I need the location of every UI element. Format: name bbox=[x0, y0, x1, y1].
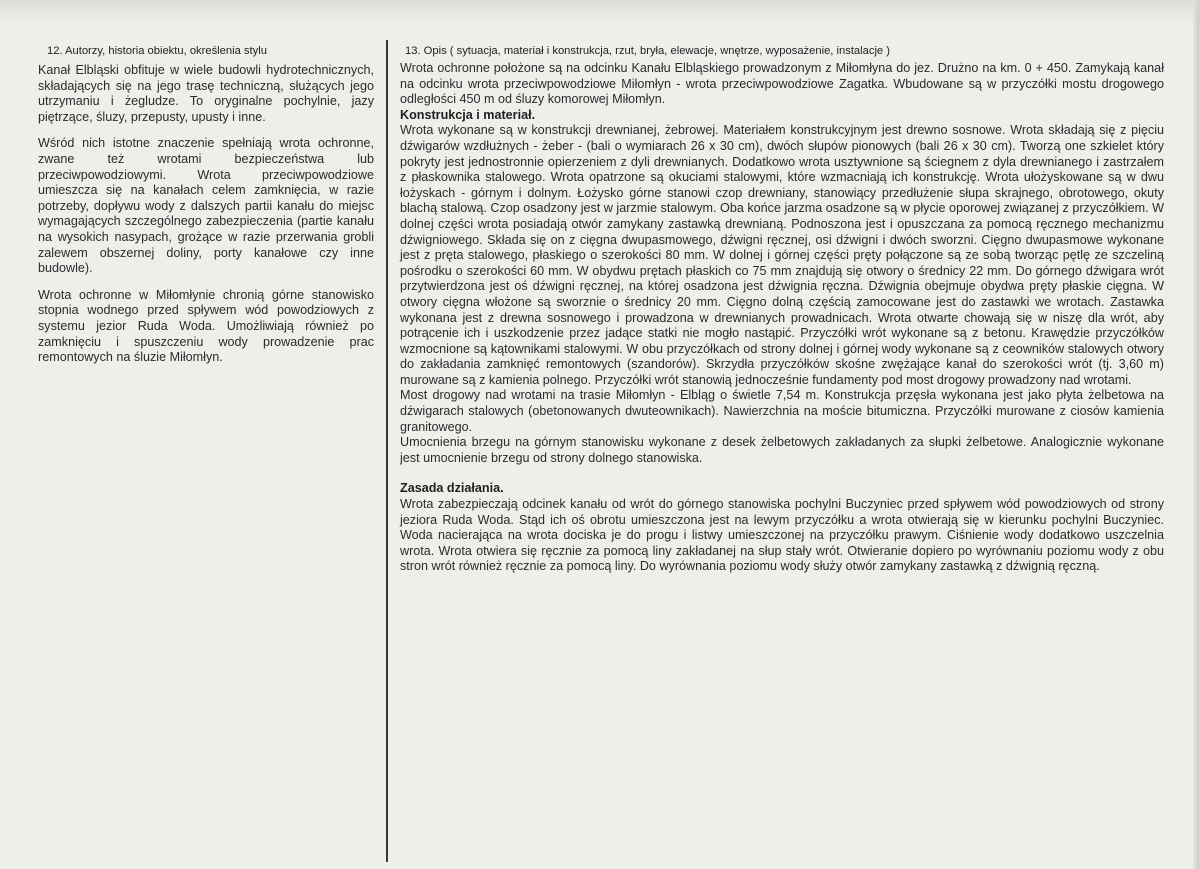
page-right-edge bbox=[1193, 0, 1199, 869]
left-paragraph: Kanał Elbląski obfituje w wiele budowli hydrotechnicznych, składających się na jego trasę techniczną, służących jego utrzymaniu i żegludze. To oryginalne pochylnie, jazy piętrzące, śluzy, przepusty, upusty i inne. bbox=[38, 63, 374, 124]
page-top-shadow bbox=[0, 0, 1199, 22]
left-paragraph: Wśród nich istotne znaczenie spełniają wrota ochronne, zwane też wrotami bezpieczeństwa lub przeciwpowodziowymi. Wrota przeciwpowodziowe umieszcza się na kanałach celem zamknięcia, w razie potrzeby, dopływu wody z dalszych partii kanału do miejsc wymagających szczególnego zabezpieczenia (partie kanału na wysokich nasypach, grożące w razie przerwania grobli zalewem obszernej doliny, porty kanałowe czy inne budowle). bbox=[38, 136, 374, 276]
right-column bbox=[400, 44, 1164, 575]
construction-heading: Konstrukcja i materiał. bbox=[400, 107, 536, 122]
operation-heading: Zasada działania. bbox=[400, 481, 504, 496]
section-13-heading: 13. Opis ( sytuacja, materiał i konstrukcja, rzut, bryła, elewacje, wnętrze, wyposażenie, instalacje ) bbox=[405, 45, 890, 57]
left-column bbox=[38, 44, 374, 377]
intro-paragraph: Wrota ochronne położone są na odcinku Kanału Elbląskiego prowadzonym z Miłomłyna do jez. Drużno na km. 0 + 450. Zamykają kanał na odcinku wrota przeciwpowodziowe Miłomłyn - wrota przeciwpowodziowe Zagatka. Wbudowane są w przyczółki mostu drogowego odległości 450 m od śluzy komorowej Miłomłyn. bbox=[400, 61, 1164, 107]
column-divider bbox=[386, 40, 388, 862]
construction-paragraph: Wrota wykonane są w konstrukcji drewnianej, żebrowej. Materiałem konstrukcyjnym jest drewno sosnowe. Wrota składają się z pięciu dźwigarów wzdłużnych - żeber - (bali o wymiarach 26 x 30 cm), dwóch słupów pionowych (bali 26 x 30 cm). Tworzą one szkielet który pokryty jest jednostronnie opierzeniem z dyli drewnianych. Dodatkowo wrota usztywnione są ściegnem z dyla drewnianego i zastrzałem z płaskownika stalowego. Wrota opatrzone są okuciami stalowymi, które wzmacniają ich konstrukcję. Wrota ułożyskowane są w dwu łożyskach - górnym i dolnym. Łożysko górne stanowi czop drewniany, stanowiący przedłużenie słupa skrajnego, obrotowego, okuty blachą stalową. Czop osadzony jest w jarzmie stalowym. Oba końce jarzma osadzone są w płycie oporowej związanej z przyczółkiem. W dolnej części wrota posiadają otwór zamykany zastawką drewnianą. Podnoszona jest i opuszczana za pomocą ręcznego mechanizmu dźwigniowego. Składa się on z cięgna dwupasmowego, dźwigni ręcznej, osi dźwigni i dwóch sworzni. Cięgno dwupasmowe wykonane jest z pręta stalowego, płaskiego o szerokości 80 mm. W dolnej i górnej części pręty połączone są ze sobą tworząc pętlę ze szczeliną pośrodku o szerokości 60 mm. W obydwu prętach płaskich co 75 mm znajdują się otwory o średnicy 22 mm. Do górnego dźwigara wrót przytwierdzona jest oś dźwigni ręcznej, na której osadzona jest dźwignia ręczna. Dźwignia obejmuje obydwa pręty płaskie cięgna. W otwory cięgna włożone są sworznie o średnicy 20 mm. Cięgno dolną częścią zamocowane jest do zastawki we wrotach. Zastawka wykonana jest z drewna sosnowego i prowadzona w drewnianych prowadnicach. Wrota otwarte chowają się w niszę dla wrót, aby potrącenie ich i uszkodzenie przez jadące statki nie mogło nastąpić. Przyczółki wrót wykonane są z betonu. Krawędzie przyczółków wzmocnione są kątownikami stalowymi. W obu przyczółkach od strony dolnej i górnej wody wykonane są z ceowników stalowych otwory do zakładania zamknięć remontowych (szandorów). Skrzydła przyczółków skośne zwężające kanał do szerokości wrót (tj. 3,60 m) murowane są z kamienia polnego. Przyczółki wrót stanowią jednocześnie fundamenty pod most drogowy prowadzony nad wrotami. bbox=[400, 123, 1164, 387]
section-12-heading: 12. Autorzy, historia obiektu, określenia stylu bbox=[47, 45, 267, 57]
construction-paragraph: Umocnienia brzegu na górnym stanowisku wykonane z desek żelbetowych zakładanych za słupki żelbetowe. Analogicznie wykonane jest umocnienie brzegu od strony dolnego stanowiska. bbox=[400, 435, 1164, 465]
construction-paragraph: Most drogowy nad wrotami na trasie Miłomłyn - Elbląg o świetle 7,54 m. Konstrukcja przęsła wykonana jest jako płyta żelbetowa na dźwigarach stalowych (obetonowanych dwuteownikach). Nawierzchnia na moście bitumiczna. Przyczółki murowane z ciosów kamienia granitowego. bbox=[400, 388, 1164, 434]
left-paragraph: Wrota ochronne w Miłomłynie chronią górne stanowisko stopnia wodnego przed spływem wód powodziowych z systemu jezior Ruda Woda. Umożliwiają również po zamknięciu i spuszczeniu wody prowadzenie prac remontowych na śluzie Miłomłyn. bbox=[38, 287, 374, 365]
operation-paragraph: Wrota zabezpieczają odcinek kanału od wrót do górnego stanowiska pochylni Buczyniec przed spływem wód powodziowych od strony jeziora Ruda Woda. Stąd ich oś obrotu umieszczona jest na lewym przyczółku a wrota otwierają się w kierunku pochylni Buczyniec. Woda nacierająca na wrota dociska je do progu i listwy umieszczonej na przyczółku prawym. Ciśnienie wody dodatkowo uszczelnia wrota. Wrota otwiera się ręcznie za pomocą liny zakładanej na słup stały wrót. Otwieranie dopiero po wyrównaniu poziomu wody z obu stron wrót również ręcznie za pomocą liny. Do wyrównania poziomu wody służy otwór zamykany zastawką z dźwignią ręczną. bbox=[400, 497, 1164, 574]
